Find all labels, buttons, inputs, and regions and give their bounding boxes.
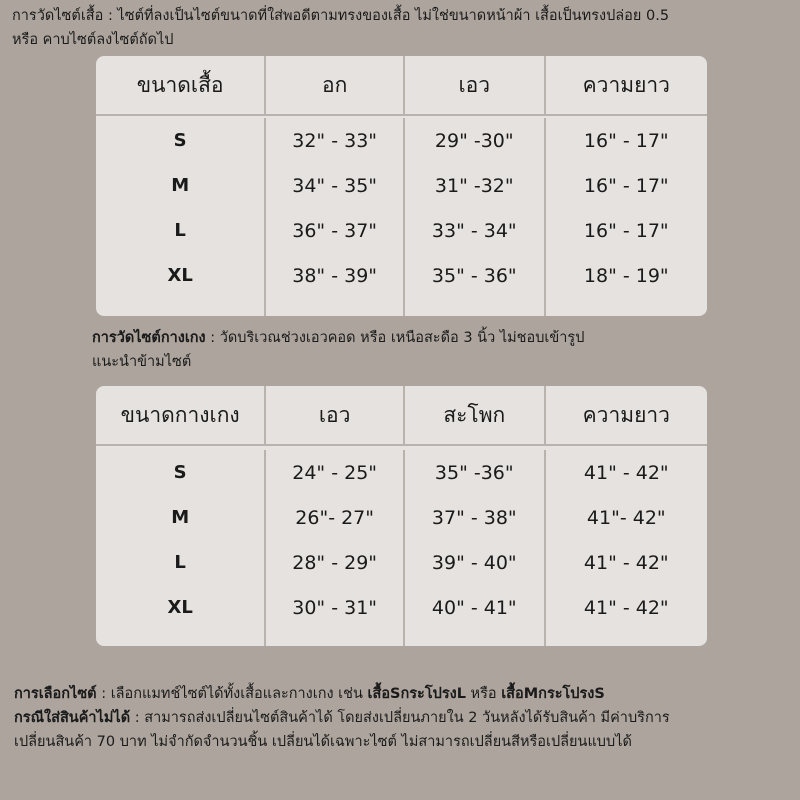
header-pants-size: ขนาดกางเกง — [96, 386, 266, 444]
column-chest — [266, 118, 405, 316]
length-cell: 18" - 19" — [583, 264, 669, 287]
mismatch-label: กรณีใส่สินค้าไม่ได้ — [14, 710, 131, 726]
shirt-size-table — [96, 56, 707, 316]
shirt-measure-note — [12, 4, 792, 52]
pants-measure-note — [92, 326, 782, 374]
choose-size-or: หรือ — [465, 686, 502, 702]
mismatch-text: : สามารถส่งเปลี่ยนไซต์สินค้าได้ โดยส่งเปลี่ยนภายใน 2 วันหลังได้รับสินค้า มีค่าบริการ — [130, 710, 670, 726]
column-waist — [266, 450, 405, 646]
column-length — [546, 450, 707, 646]
pants-size-table — [96, 386, 707, 646]
pants-note-line2: แนะนำข้ามไซต์ — [92, 354, 192, 370]
header-chest: อก — [266, 56, 405, 114]
length-cell: 16" - 17" — [583, 219, 669, 242]
header-waist: เอว — [405, 56, 546, 114]
size-cell: XL — [167, 597, 193, 618]
choose-size-example-1: เสื้อSกระโปรงL — [367, 686, 466, 702]
header-length: ความยาว — [582, 402, 670, 427]
size-cell: L — [174, 220, 186, 241]
waist-cell: 28" - 29" — [292, 551, 378, 574]
column-length — [546, 118, 707, 316]
size-cell: L — [174, 552, 186, 573]
header-shirt-size: ขนาดเสื้อ — [96, 56, 266, 114]
waist-cell: 31" -32" — [434, 174, 514, 197]
length-cell: 16" - 17" — [583, 129, 669, 152]
shirt-table-header — [96, 56, 707, 116]
column-hip — [405, 450, 546, 646]
size-cell: XL — [167, 265, 193, 286]
column-size — [96, 450, 266, 646]
size-cell: S — [173, 462, 187, 483]
waist-cell: 26"- 27" — [295, 506, 375, 529]
header-waist: เอว — [266, 386, 405, 444]
footer-notes — [14, 682, 794, 754]
length-cell: 16" - 17" — [583, 174, 669, 197]
hip-cell: 37" - 38" — [431, 506, 517, 529]
size-cell: M — [171, 175, 190, 196]
length-cell: 41" - 42" — [583, 551, 669, 574]
waist-cell: 35" - 36" — [431, 264, 517, 287]
pants-note-label: การวัดไซต์กางเกง — [92, 330, 206, 346]
choose-size-text: : เลือกแมทช์ไซต์ได้ทั้งเสื้อและกางเกง เช่น — [96, 686, 368, 702]
waist-cell: 29" -30" — [434, 129, 514, 152]
chest-cell: 32" - 33" — [292, 129, 378, 152]
waist-cell: 24" - 25" — [292, 461, 378, 484]
hip-cell: 35" -36" — [434, 461, 514, 484]
header-length: ความยาว — [582, 72, 670, 97]
shirt-note-line2: หรือ คาบไซต์ลงไซต์ถัดไป — [12, 32, 174, 48]
length-cell: 41"- 42" — [586, 506, 666, 529]
choose-size-note — [14, 682, 794, 706]
shirt-note-line1: การวัดไซต์เสื้อ : ไซต์ที่ลงเป็นไซต์ขนาดที่ใส่พอดีตามทรงของเสื้อ ไม่ใช่ขนาดหน้าผ้า เสื้อเป็นทรงปล่อย 0.5 — [12, 8, 670, 24]
chest-cell: 36" - 37" — [292, 219, 378, 242]
pants-note-text: : วัดบริเวณช่วงเอวคอด หรือ เหนือสะดือ 3 นิ้ว ไม่ชอบเข้ารูป — [205, 330, 585, 346]
hip-cell: 39" - 40" — [431, 551, 517, 574]
pants-table-header — [96, 386, 707, 446]
length-cell: 41" - 42" — [583, 461, 669, 484]
mismatch-note-line2: เปลี่ยนสินค้า 70 บาท ไม่จำกัดจำนวนชิ้น เปลี่ยนได้เฉพาะไซต์ ไม่สามารถเปลี่ยนสีหรือเปลี่ยนแบบได้ — [14, 734, 632, 750]
column-waist — [405, 118, 546, 316]
mismatch-note — [14, 706, 794, 730]
choose-size-label: การเลือกไซต์ — [14, 686, 97, 702]
choose-size-example-2: เสื้อMกระโปรงS — [501, 686, 605, 702]
chest-cell: 38" - 39" — [292, 264, 378, 287]
waist-cell: 33" - 34" — [431, 219, 517, 242]
hip-cell: 40" - 41" — [431, 596, 517, 619]
size-cell: M — [171, 507, 190, 528]
header-hip: สะโพก — [405, 386, 546, 444]
chest-cell: 34" - 35" — [292, 174, 378, 197]
length-cell: 41" - 42" — [583, 596, 669, 619]
waist-cell: 30" - 31" — [292, 596, 378, 619]
size-cell: S — [173, 130, 187, 151]
column-size — [96, 118, 266, 316]
